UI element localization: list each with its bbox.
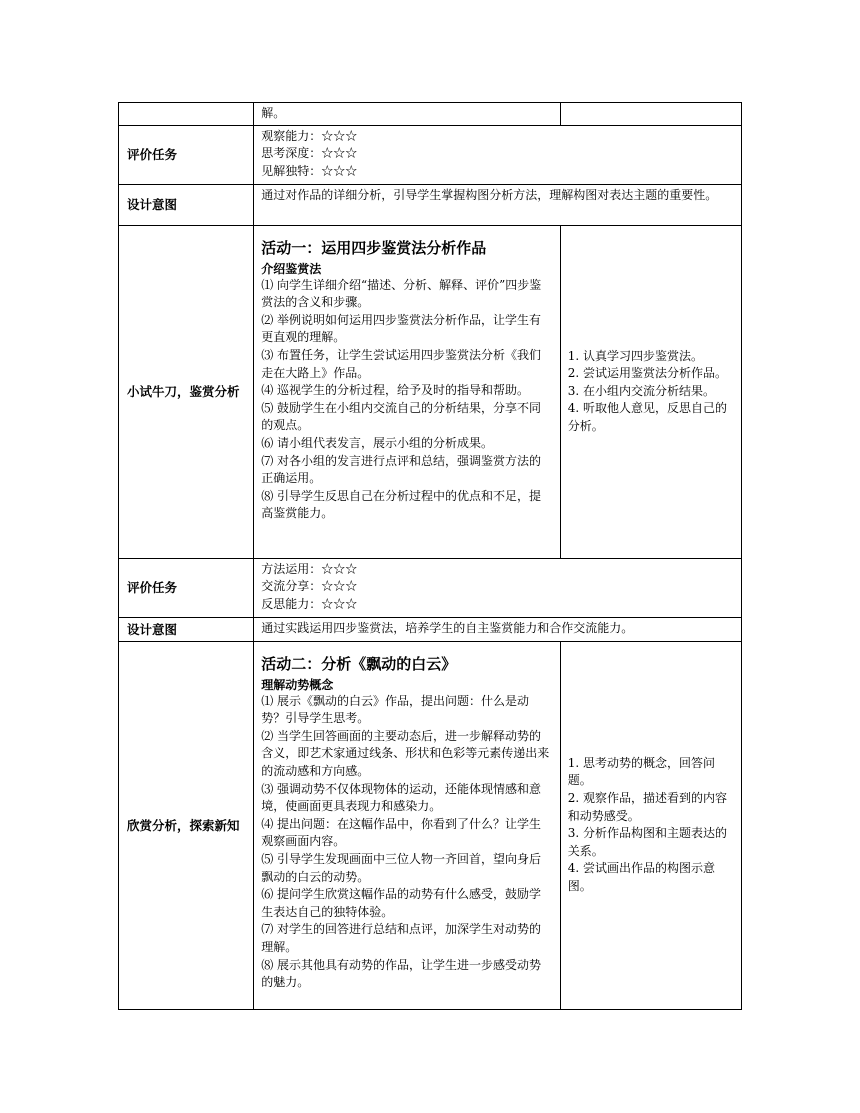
activity-item: ⑶ 布置任务，让学生尝试运用四步鉴赏法分析《我们走在大路上》作品。 [261, 347, 542, 380]
activity-title: 活动二：分析《飘动的白云》 [261, 654, 457, 673]
lesson-plan-table [118, 102, 742, 1010]
activity-item: ⑺ 对各小组的发言进行点评和总结，强调鉴赏方法的正确运用。 [261, 453, 542, 486]
row-label: 欣赏分析，探索新知 [119, 641, 254, 1009]
activity-item: ⑶ 强调动势不仅体现物体的运动，还能体现情感和意境，使画面更具表现力和感染力。 [261, 781, 542, 814]
activity-item: ⑺ 对学生的回答进行总结和点评，加深学生对动势的理解。 [261, 922, 542, 954]
row-label: 设计意图 [119, 184, 254, 225]
continuation-text: 解。 [261, 106, 286, 120]
activity-subtitle: 介绍鉴赏法 [261, 261, 322, 276]
evaluation-line: 观察能力：☆☆☆ [261, 128, 358, 143]
activity-item: ⑴ 展示《飘动的白云》作品，提出问题：什么是动势？引导学生思考。 [261, 693, 530, 726]
content-cell [254, 103, 560, 126]
student-item: 3. 在小组内交流分析结果。 [567, 383, 715, 398]
table-row [119, 225, 742, 558]
activity-item: ⑷ 提出问题：在这幅作品中，你看到了什么？让学生观察画面内容。 [261, 816, 542, 849]
table-row [119, 125, 742, 184]
student-item: 2. 尝试运用鉴赏法分析作品。 [567, 366, 727, 381]
student-cell [560, 103, 741, 126]
evaluation-line: 交流分享：☆☆☆ [261, 579, 358, 594]
student-item: 3. 分析作品构图和主题表达的关系。 [567, 826, 727, 858]
row-label: 评价任务 [119, 558, 254, 617]
row-label: 设计意图 [119, 617, 254, 641]
table-row [119, 641, 742, 1009]
evaluation-line: 见解独特：☆☆☆ [261, 163, 358, 178]
activity-title: 活动一：运用四步鉴赏法分析作品 [261, 238, 487, 257]
design-intent-cell [254, 184, 742, 225]
table-row [119, 558, 742, 617]
activity-item: ⑻ 展示其他具有动势的作品，让学生进一步感受动势的魅力。 [261, 957, 542, 990]
activity-item: ⑴ 向学生详细介绍“描述、分析、解释、评价”四步鉴赏法的含义和步骤。 [261, 277, 542, 310]
student-activity-cell [560, 641, 741, 1009]
row-label: 小试牛刀，鉴赏分析 [119, 225, 254, 558]
label-cell [119, 103, 254, 126]
table-row [119, 103, 742, 126]
activity-item: ⑹ 提问学生欣赏这幅作品的动势有什么感受，鼓励学生表达自己的独特体验。 [261, 887, 542, 919]
student-item: 1. 思考动势的概念，回答问题。 [567, 755, 715, 788]
student-item: 4. 尝试画出作品的构图示意图。 [567, 861, 715, 893]
activity-cell [254, 641, 560, 1009]
activity-item: ⑹ 请小组代表发言，展示小组的分析成果。 [261, 435, 494, 450]
design-intent-text: 通过实践运用四步鉴赏法，培养学生的自主鉴赏能力和合作交流能力。 [261, 620, 634, 635]
activity-cell [254, 225, 560, 558]
student-item: 2. 观察作品，描述看到的内容和动势感受。 [567, 790, 727, 823]
evaluation-cell [254, 125, 742, 184]
evaluation-line: 反思能力：☆☆☆ [261, 596, 358, 611]
student-item: 4. 听取他人意见，反思自己的分析。 [567, 401, 727, 433]
activity-item: ⑵ 举例说明如何运用四步鉴赏法分析作品，让学生有更直观的理解。 [261, 312, 542, 345]
table-row [119, 184, 742, 225]
evaluation-line: 方法运用：☆☆☆ [261, 561, 358, 576]
evaluation-cell [254, 558, 742, 617]
table-row [119, 617, 742, 641]
activity-item: ⑻ 引导学生反思自己在分析过程中的优点和不足，提高鉴赏能力。 [261, 488, 542, 521]
activity-subtitle: 理解动势概念 [261, 677, 334, 692]
activity-item: ⑷ 巡视学生的分析过程，给予及时的指导和帮助。 [261, 383, 530, 398]
activity-item: ⑵ 当学生回答画面的主要动态后，进一步解释动势的含义，即艺术家通过线条、形状和色彩等元素传递出来的流动感和方向感。 [261, 728, 550, 778]
activity-item: ⑸ 引导学生发现画面中三位人物一齐回首，望向身后飘动的白云的动势。 [261, 851, 542, 884]
row-label: 评价任务 [119, 125, 254, 184]
student-item: 1. 认真学习四步鉴赏法。 [567, 348, 703, 363]
evaluation-line: 思考深度：☆☆☆ [261, 146, 358, 161]
activity-item: ⑸ 鼓励学生在小组内交流自己的分析结果，分享不同的观点。 [261, 400, 542, 433]
student-activity-cell [560, 225, 741, 558]
design-intent-cell [254, 617, 742, 641]
design-intent-text: 通过对作品的详细分析，引导学生掌握构图分析方法，理解构图对表达主题的重要性。 [261, 187, 718, 202]
